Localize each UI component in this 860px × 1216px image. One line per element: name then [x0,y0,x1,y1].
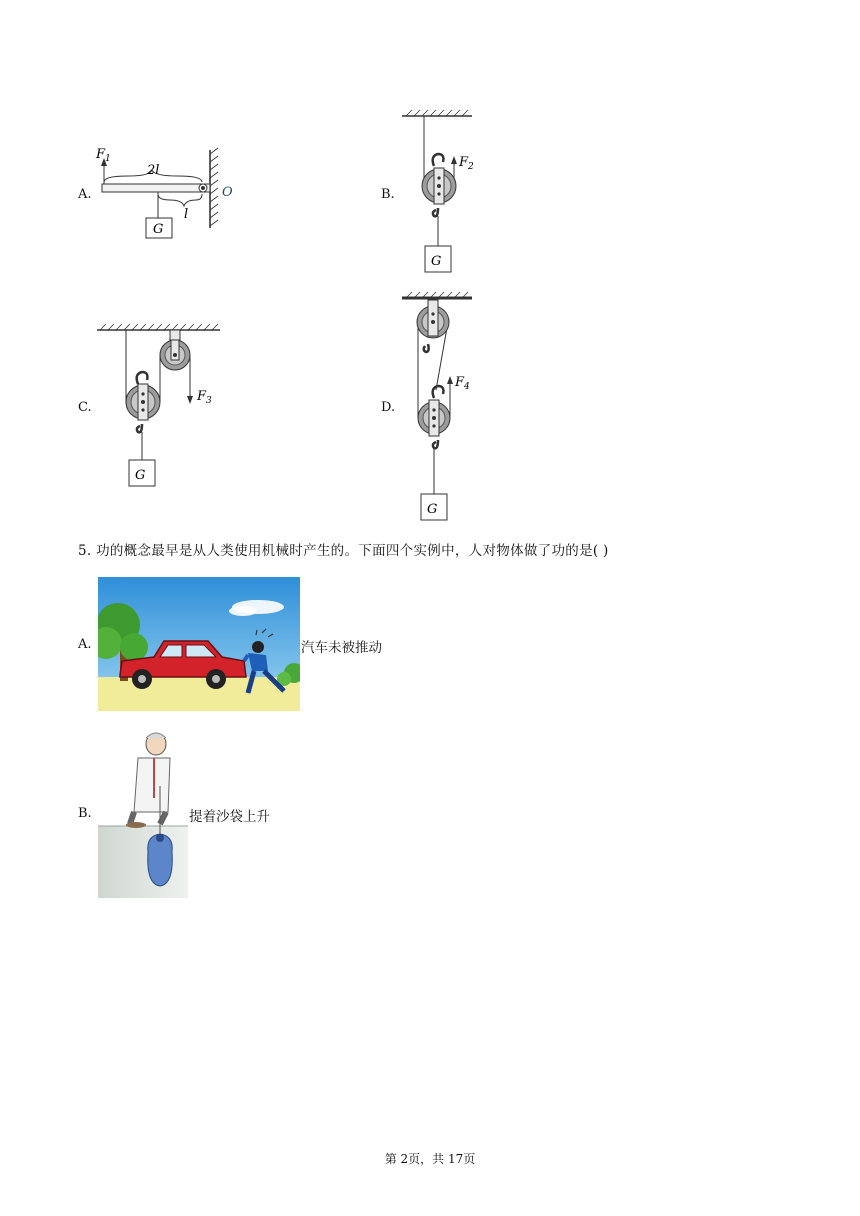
pivot-label: O [222,185,233,200]
lever-diagram [92,140,242,245]
weight-label: G [135,468,146,483]
long-arm-label: 2l [147,163,160,178]
car-pushing-image [98,577,300,711]
q5-option-a-caption: 汽车未被推动 [301,640,382,656]
weight-label: G [427,502,438,517]
force-f2-label: $F_2$ [459,155,474,172]
option-a-label: A. [78,187,92,202]
weight-label: G [431,254,442,269]
q5-option-b-label: B. [78,806,92,821]
pulley-diagram-d [398,290,488,528]
weight-label: G [153,222,164,237]
option-c-label: C. [78,400,92,415]
option-b-label: B. [381,187,395,202]
pulley-diagram-b [398,108,488,278]
option-d-label: D. [381,400,396,415]
question-5-text: 5. 功的概念最早是从人类使用机械时产生的。下面四个实例中，人对物体做了功的是( ) [78,543,609,559]
sandbag-lifting-image [98,728,188,898]
pulley-diagram-c [94,322,229,492]
force-f1-label: $F_1$ [96,147,111,164]
force-f4-label: $F_4$ [455,375,470,392]
q5-option-a-label: A. [78,637,92,652]
short-arm-label: l [184,207,189,222]
force-f3-label: $F_3$ [197,389,212,406]
page-footer: 第 2页，共 17页 [384,1152,476,1166]
q5-option-b-caption: 提着沙袋上升 [189,809,270,825]
